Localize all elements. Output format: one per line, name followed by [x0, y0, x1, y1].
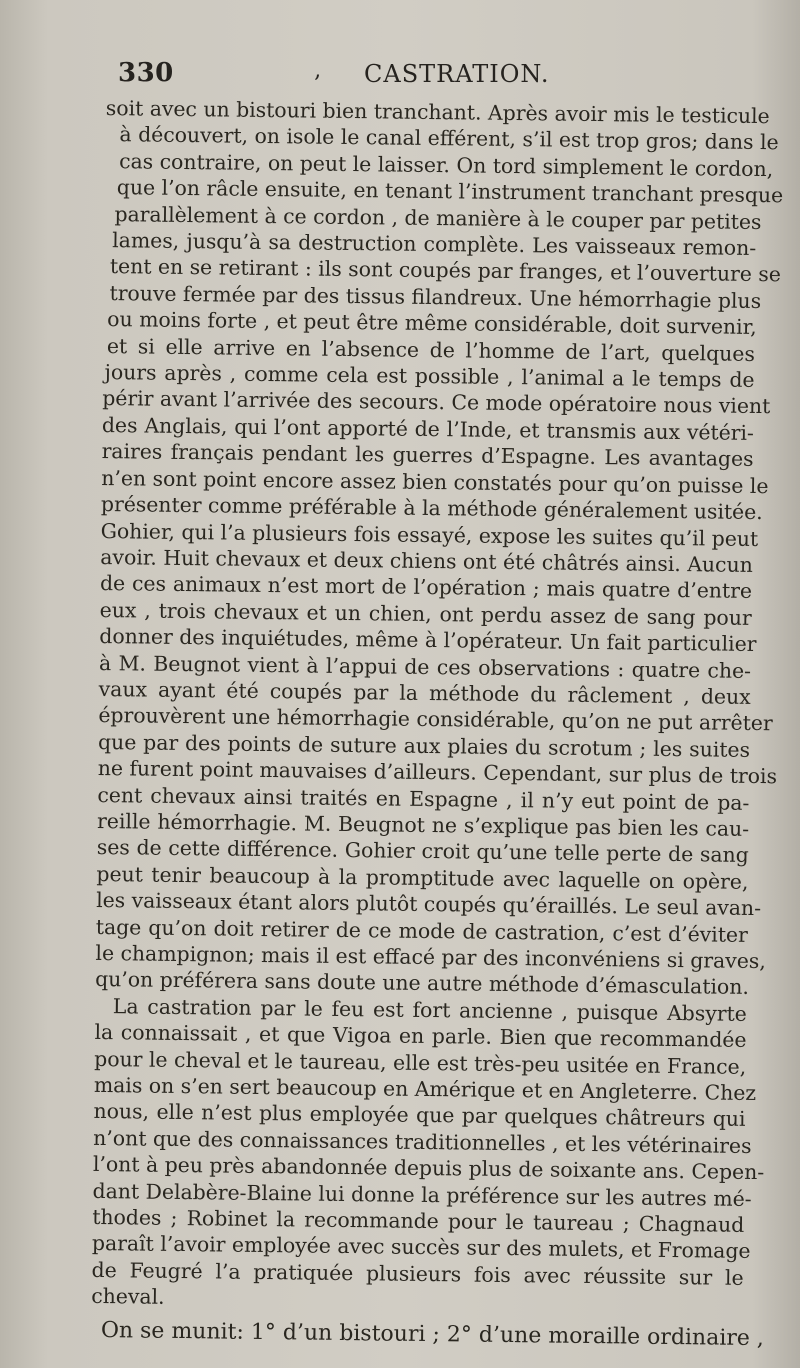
- text-line: ne furent point mauvaises d’ailleurs. Cependant, sur plus de trois: [97, 756, 778, 789]
- page-header: [118, 58, 550, 92]
- text-line: paraît l’avoir employée avec succès sur des mulets, et Fromage: [91, 1231, 751, 1264]
- text-line: que l’on râcle ensuite, en tenant l’instrument tranchant presque: [116, 175, 784, 208]
- text-line: tage qu’on doit retirer de ce mode de castration, c’est d’éviter: [95, 914, 748, 947]
- text-line: les vaisseaux étant alors plutôt coupés qu’éraillés. Le seul avan-: [96, 888, 762, 921]
- header-mark: ‚: [314, 58, 321, 83]
- text-line: lames, jusqu’à sa destruction complète. Les vaisseaux remon-: [112, 228, 757, 260]
- text-line: pour le cheval et le taureau, elle est très-peu usitée en France,: [94, 1046, 747, 1079]
- text-line: mais on s’en sert beaucoup en Amérique et en Angleterre. Chez: [93, 1072, 757, 1106]
- page-number: 330: [118, 58, 174, 88]
- text-line: qu’on préférera sans doute une autre méthode d’émasculation.: [95, 967, 750, 1000]
- text-line: tent en se retirant : ils sont coupés par franges, et l’ouverture se: [109, 254, 782, 287]
- text-line: La castration par le feu est fort ancienne , puisque Absyrte: [112, 993, 747, 1026]
- text-line: eux , trois chevaux et un chien, ont perdu assez de sang pour: [99, 597, 752, 630]
- text-line: nous, elle n’est plus employée que par quelques châtreurs qui: [93, 1099, 746, 1132]
- text-line: peut tenir beaucoup à la promptitude avec laquelle on opère,: [96, 861, 749, 894]
- text-line: donner des inquiétudes, même à l’opérateur. Un fait particulier: [99, 624, 757, 657]
- text-line: reille hémorrhagie. M. Beugnot ne s’explique pas bien les cau-: [96, 808, 750, 841]
- text-line: cent chevaux ainsi traités en Espagne , il n’y eut point de pa-: [97, 782, 750, 815]
- text-line: l’ont à peu près abandonnée depuis plus de soixante ans. Cepen-: [92, 1152, 765, 1185]
- text-line: à M. Beugnot vient à l’appui de ces observations : quatre che-: [98, 650, 752, 683]
- text-line: le champignon; mais il est effacé par des inconvéniens si graves,: [95, 940, 766, 974]
- text-line: raires français pendant les guerres d’Espagne. Les avantages: [101, 439, 754, 472]
- text-line: On se munit: 1° d’un bistouri ; 2° d’une moraille ordinaire ,: [100, 1317, 765, 1351]
- text-line: de ces animaux n’est mort de l’opération ; mais quatre d’entre: [99, 571, 753, 604]
- text-line: à découvert, on isole le canal efférent, s’il est trop gros; dans le: [119, 122, 779, 155]
- text-line: périr avant l’arrivée des secours. Ce mode opératoire nous vient: [102, 386, 771, 419]
- text-line: ses de cette différence. Gohier croit qu’une telle perte de sang: [96, 835, 749, 868]
- text-line: parallèlement à ce cordon , de manière à le couper par petites: [114, 201, 762, 234]
- text-line: avoir. Huit chevaux et deux chiens ont été châtrés ainsi. Aucun: [100, 544, 753, 577]
- text-line: dant Delabère-Blaine lui donne la préférence sur les autres mé-: [92, 1178, 752, 1211]
- text-line: de Feugré l’a pratiquée plusieurs fois avec réussite sur le: [91, 1257, 744, 1290]
- text-line: cas contraire, on peut le laisser. On tord simplement le cordon,: [119, 148, 774, 181]
- text-line: thodes ; Robinet la recommande pour le taureau ; Chagnaud: [92, 1204, 745, 1237]
- text-line: trouve fermée par des tissus filandreux. Une hémorrhagie plus: [109, 280, 762, 313]
- text-line: et si elle arrive en l’absence de l’homme de l’art, quelques: [106, 333, 756, 366]
- text-line: Gohier, qui l’a plusieurs fois essayé, expose les suites qu’il peut: [100, 518, 759, 551]
- running-title: CASTRATION.: [364, 60, 550, 88]
- text-line: n’en sont point encore assez bien constatés pour qu’on puisse le: [101, 465, 769, 498]
- text-line: jours après , comme cela est possible , l’animal a le temps de: [104, 360, 755, 393]
- text-line: soit avec un bistouri bien tranchant. Après avoir mis le testicule: [105, 95, 770, 129]
- text-line: ou moins forte , et peut être même considérable, doit survenir,: [107, 307, 757, 340]
- text-line: vaux ayant été coupés par la méthode du râclement , deux: [98, 676, 751, 709]
- text-line: présenter comme préférable à la méthode généralement usitée.: [100, 492, 763, 525]
- body-text: [91, 95, 784, 1352]
- text-line: n’ont que des connaissances traditionnelles , et les vétérinaires: [93, 1125, 752, 1158]
- text-line: que par des points de suture aux plaies du scrotum ; les suites: [97, 729, 751, 762]
- text-line: la connaissait , et que Vigoa en parle. Bien que recommandée: [94, 1020, 747, 1053]
- text-line: cheval.: [91, 1284, 165, 1310]
- text-line: des Anglais, qui l’ont apporté de l’Inde, et transmis aux vétéri-: [101, 412, 755, 445]
- text-line: éprouvèrent une hémorrhagie considérable, qu’on ne put arrêter: [98, 703, 773, 736]
